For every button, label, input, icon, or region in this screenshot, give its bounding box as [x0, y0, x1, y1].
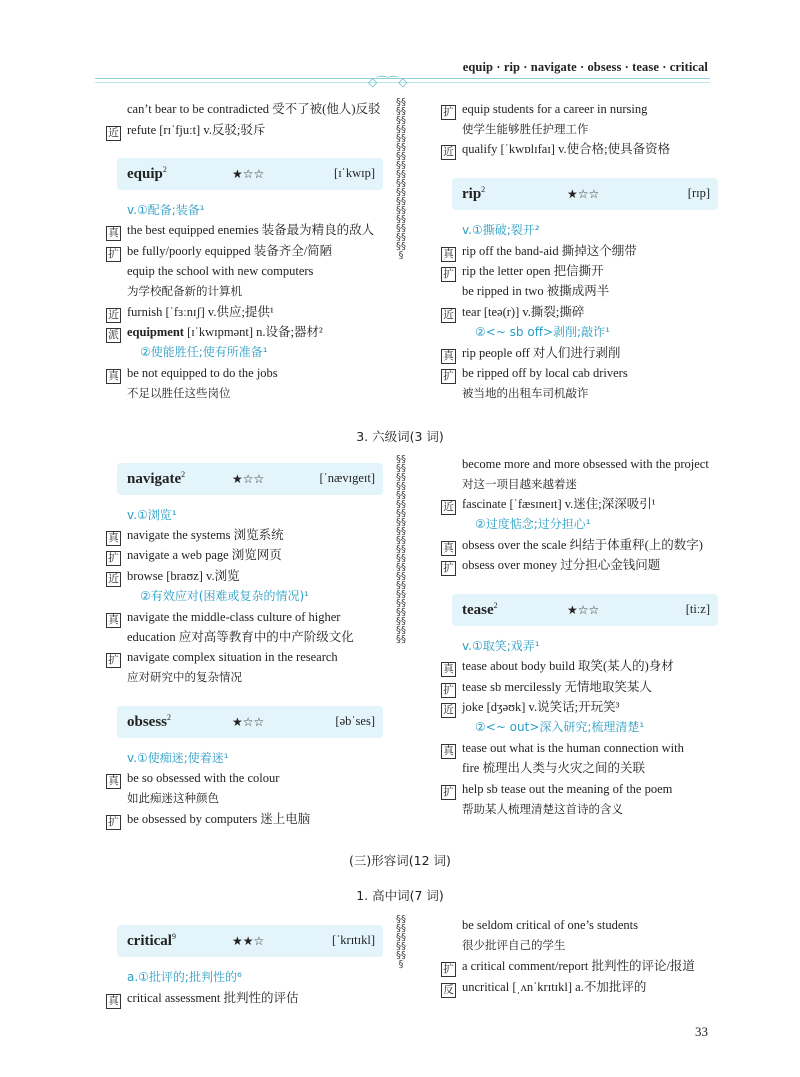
entry-line: 扩 obsess over money 过分担心金钱问题 — [441, 557, 660, 576]
tag-icon: 真 — [106, 226, 121, 241]
entry-line: 近 qualify [ˈkwɒlɪfaɪ] v.使合格;使具备资格 — [441, 141, 670, 160]
tag-icon: 近 — [441, 703, 456, 718]
tag-icon: 扩 — [106, 815, 121, 830]
section-heading: 1. 高中词(7 词) — [356, 888, 444, 903]
entry-line: 真 navigate the middle-class culture of higher — [106, 609, 340, 628]
headword-box-equip — [117, 158, 383, 190]
sense-label: ②有效应对(困难或复杂的情况)¹ — [140, 589, 309, 603]
tag-icon: 扩 — [441, 369, 456, 384]
header-ornament-icon: ◇⌒⌒◇ — [368, 75, 407, 89]
entry-line: 近 refute [rɪˈfjuːt] v.反驳;驳斥 — [106, 122, 265, 141]
header-title: equip · rip · navigate · obsess · tease · critical — [462, 60, 708, 74]
translation-line: 应对研究中的复杂情况 — [127, 670, 242, 684]
headword-box-rip — [452, 178, 718, 210]
headword-box-obsess — [117, 706, 383, 738]
tag-icon: 真 — [441, 349, 456, 364]
tag-icon: 近 — [441, 145, 456, 160]
entry-line: 近 joke [dʒəʊk] v.说笑话;开玩笑³ — [441, 699, 619, 718]
entry-line: 近 furnish [ˈfɜːnɪʃ] v.供应;提供¹ — [106, 304, 274, 323]
entry-line: 扩 navigate a web page 浏览网页 — [106, 547, 282, 566]
tag-icon: 真 — [441, 247, 456, 262]
example-line: become more and more obsessed with the project — [462, 457, 709, 471]
section-heading: (三)形容词(12 词) — [349, 853, 451, 868]
entry-line: 派 equipment [ɪˈkwɪpmənt] n.设备;器材² — [106, 324, 323, 343]
example-line: equip the school with new computers — [127, 264, 314, 278]
example-line: fire 梳理出人类与火灾之间的关联 — [462, 761, 645, 775]
headword: obsess$^2$ — [127, 713, 172, 730]
tag-icon: 真 — [441, 662, 456, 677]
tag-icon: 真 — [441, 541, 456, 556]
frequency-stars: ★☆☆ — [567, 187, 600, 201]
entry-line: 扩 be obsessed by computers 迷上电脑 — [106, 811, 310, 830]
frequency-stars: ★☆☆ — [232, 715, 265, 729]
entry-line: 扩 a critical comment/report 批判性的评论/报道 — [441, 958, 695, 977]
headword-box-navigate — [117, 463, 383, 495]
tag-icon: 扩 — [441, 267, 456, 282]
headword: rip$^2$ — [462, 185, 486, 202]
tag-icon: 近 — [106, 126, 121, 141]
sense-label: v.①撕破;裂开² — [462, 223, 540, 237]
phonetic: [əbˈses] — [335, 714, 375, 728]
entry-line: 近 fascinate [ˈfæsɪneɪt] v.迷住;深深吸引¹ — [441, 496, 656, 515]
page-number: 33 — [695, 1024, 708, 1039]
example-line: be ripped in two 被撕成两半 — [462, 284, 610, 298]
translation-line: 不足以胜任这些岗位 — [127, 386, 231, 400]
tag-icon: 近 — [441, 500, 456, 515]
entry-line: 真 be so obsessed with the colour — [106, 770, 279, 789]
tag-icon: 真 — [106, 369, 121, 384]
phonetic: [ˈkrɪtɪkl] — [331, 933, 375, 947]
page-header — [0, 0, 800, 90]
entry-line: 扩 rip the letter open 把信撕开 — [441, 263, 604, 282]
entry-line: 真 critical assessment 批判性的评估 — [106, 990, 299, 1009]
example-line: can’t bear to be contradicted 受不了被(他人)反驳 — [127, 102, 381, 116]
sense-label: v.①浏览¹ — [127, 508, 177, 522]
tag-icon: 近 — [106, 572, 121, 587]
tag-icon: 扩 — [441, 105, 456, 120]
column-divider-chain-icon: §§§§§§§§§§§§§§§§§§§§§§§§§§§§§§§§§§§ — [396, 97, 406, 261]
sense-label: v.①取笑;戏弄¹ — [462, 639, 540, 653]
tag-icon: 派 — [106, 328, 121, 343]
entry-line: 真 the best equipped enemies 装备最为精良的敌人 — [106, 222, 374, 241]
tag-icon: 反 — [441, 983, 456, 998]
translation-line: 帮助某人梳理清楚这首诗的含义 — [462, 802, 623, 816]
entry-line: 扩 help sb tease out the meaning of the poem — [441, 781, 672, 800]
tag-icon: 扩 — [106, 551, 121, 566]
entry-line: 真 tease about body build 取笑(某人的)身材 — [441, 658, 674, 677]
frequency-stars: ★☆☆ — [232, 167, 265, 181]
entry-line: 真 obsess over the scale 纠结于体重秤(上的数字) — [441, 537, 703, 556]
headword-box-critical — [117, 925, 383, 957]
entry-line: 扩 navigate complex situation in the research — [106, 649, 338, 668]
entry-line: 真 be not equipped to do the jobs — [106, 365, 278, 384]
headword: tease$^2$ — [462, 601, 498, 618]
sense-label: ②<~ sb off>剥削;敲诈¹ — [475, 325, 610, 339]
tag-icon: 扩 — [106, 247, 121, 262]
phonetic: [ˈnævɪgeɪt] — [319, 471, 375, 485]
tag-icon: 扩 — [441, 785, 456, 800]
headword: navigate$^2$ — [127, 470, 186, 487]
translation-line: 被当地的出租车司机敲诈 — [462, 386, 589, 400]
tag-icon: 真 — [441, 744, 456, 759]
headword: equip$^2$ — [127, 165, 167, 182]
tag-icon: 扩 — [441, 683, 456, 698]
translation-line: 为学校配备新的计算机 — [127, 284, 242, 298]
frequency-stars: ★☆☆ — [567, 603, 600, 617]
phonetic: [tiːz] — [685, 602, 710, 616]
example-line: be seldom critical of one’s students — [462, 918, 639, 932]
entry-line: 近 browse [braʊz] v.浏览 — [106, 568, 240, 587]
tag-icon: 近 — [441, 308, 456, 323]
entry-line: 真 rip people off 对人们进行剥削 — [441, 345, 620, 364]
translation-line: 如此痴迷这种颜色 — [127, 791, 219, 805]
tag-icon: 扩 — [106, 653, 121, 668]
tag-icon: 真 — [106, 994, 121, 1009]
column-divider-chain-icon: §§§§§§§§§§§ — [396, 914, 406, 970]
sense-label: v.①使痴迷;使着迷¹ — [127, 751, 229, 765]
tag-icon: 扩 — [441, 962, 456, 977]
translation-line: 对这一项目越来越着迷 — [462, 477, 577, 491]
tag-icon: 扩 — [441, 561, 456, 576]
entry-line: 扩 be ripped off by local cab drivers — [441, 365, 628, 384]
entry-line: 反 uncritical [ˌʌnˈkrɪtɪkl] a.不加批评的 — [441, 979, 646, 998]
tag-icon: 真 — [106, 774, 121, 789]
frequency-stars: ★☆☆ — [232, 472, 265, 486]
translation-line: 很少批评自己的学生 — [462, 938, 566, 952]
sense-label: ②使能胜任;使有所准备¹ — [140, 345, 268, 359]
headword-box-tease — [452, 594, 718, 626]
phonetic: [ɪˈkwɪp] — [334, 166, 375, 180]
sense-label: v.①配备;装备¹ — [127, 203, 205, 217]
sense-label: a.①批评的;批判性的⁶ — [127, 970, 242, 984]
sense-label: ②过度惦念;过分担心¹ — [475, 517, 591, 531]
tag-icon: 真 — [106, 613, 121, 628]
frequency-stars: ★★☆ — [232, 934, 265, 948]
tag-icon: 真 — [106, 531, 121, 546]
example-line: education 应对高等教育中的中产阶级文化 — [127, 630, 354, 644]
headword: critical$^9$ — [127, 932, 176, 949]
entry-line: 扩 equip students for a career in nursing — [441, 101, 647, 120]
section-heading: 3. 六级词(3 词) — [356, 429, 444, 444]
entry-line: 近 tear [teə(r)] v.撕裂;撕碎 — [441, 304, 584, 323]
tag-icon: 近 — [106, 308, 121, 323]
translation-line: 使学生能够胜任护理工作 — [462, 122, 589, 136]
phonetic: [rɪp] — [687, 186, 710, 200]
entry-line: 扩 be fully/poorly equipped 装备齐全/简陋 — [106, 243, 332, 262]
column-divider-chain-icon: §§§§§§§§§§§§§§§§§§§§§§§§§§§§§§§§§§§§§§§§§§ — [396, 454, 406, 645]
entry-line: 扩 tease sb mercilessly 无情地取笑某人 — [441, 679, 652, 698]
entry-line: 真 rip off the band-aid 撕掉这个绷带 — [441, 243, 637, 262]
sense-label: ②<~ out>深入研究;梳理清楚¹ — [475, 720, 645, 734]
entry-line: 真 tease out what is the human connection with — [441, 740, 684, 759]
entry-line: 真 navigate the systems 浏览系统 — [106, 527, 284, 546]
